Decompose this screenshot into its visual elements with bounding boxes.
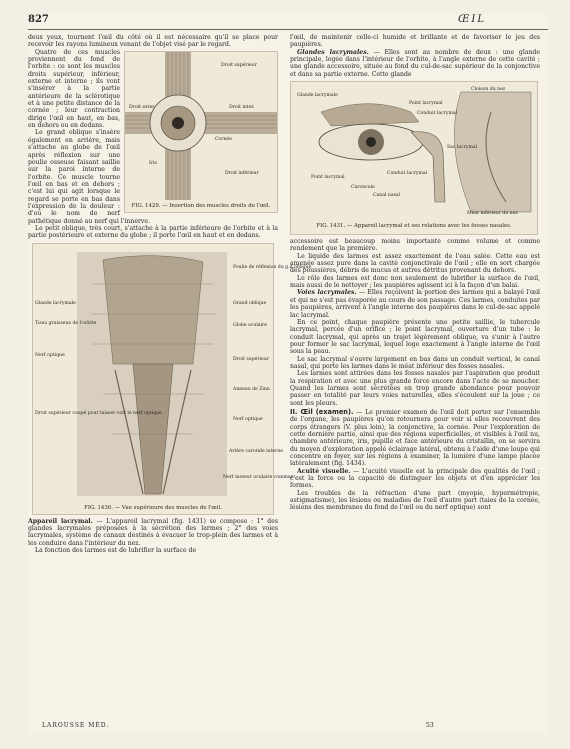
label-droit-superieur: Droit supérieur [221,62,257,68]
globe-shape [103,255,203,363]
right-paragraph-8: Le sac lacrymal s'ouvre largement en bas dans un conduit vertical, le canal nasal, qui porte les larmes dans le méat inférieur des fosses nasales. [290,355,540,370]
figure-1429 [124,51,278,213]
label-sac: Sac lacrymal [447,145,478,151]
label-glande: Glande lacrymale [297,93,338,99]
pupil-circle [172,117,184,129]
label-point-haut: Point lacrymal [409,101,443,107]
right-paragraph-6: — Elles reçoivent la portion des larmes qui a balayé l'œil et qui ne s'est pas évaporée au cours de son passage. Ces larmes, conduites par les paupières, arrivent à l'angle interne des paupières dans le cul-de-sac appelé lac lacrymal. [290,289,540,319]
page-number: 827 [28,14,49,25]
footer-publisher: LAROUSSE MÉD. [42,722,110,729]
glandes-lacrymales-heading: Glandes lacrymales. [297,48,369,56]
right-paragraph-4: Le liquide des larmes est assez exactement de l'eau salée. Cette eau est amenée assez pure dans la cavité conjonctivale de l'œil ; elle en sort chargée des poussières, débris de mucus et autres détritus provenant du dehors. [290,252,540,275]
left-paragraph-6: La fonction des larmes est de lubrifier la surface de [35,547,197,554]
label-globe-oculaire: Globe oculaire [233,322,267,328]
label-tissu-graisseux: Tissu graisseux de l'orbite [35,320,97,326]
oeil-examen-heading: II. Œil (examen). [290,407,354,416]
label-point-bas: Point lacrymal [311,175,345,181]
label-conduit-haut: Conduit lacrymal [417,111,458,117]
label-nerf-moteur: Nerf moteur oculaire commun [223,474,294,480]
left-paragraph-5: — L'appareil lacrymal (fig. 1431) se compose : 1° des glandes lacrymales préposées à la sécrétion des larmes ; 2° des voies lacrymales, système de canaux destinés à évacuer le trop-plein des larmes et à les conduire dans l'intérieur du nez. [28,517,279,547]
left-paragraph-2: Quatre de ces muscles proviennent du fond de l'orbite : ce sont les muscles droits supérieur, inférieur, externe et interne ; ils vont s'insérer à la partie antérieure de la sclérotique et à une petite distance de la cornée ; leur contraction dirige l'œil en haut, en bas, en dehors ou en dedans. [28,48,120,130]
appareil-lacrymal-heading: Appareil lacrymal. [28,517,93,525]
label-meat: Méat inférieur du nez [467,211,518,217]
label-anneau-zinn: Anneau de Zinn [233,386,270,392]
right-paragraph-5: Le rôle des larmes est donc non seulement de lubrifier la surface de l'œil, mais aussi de le nettoyer ; les paupières agissent ici à la façon d'un balai. [290,274,540,290]
acuite-visuelle-heading: Acuité visuelle. [297,467,351,475]
right-paragraph-3: accessoire est beaucoup moins importante comme volume et comme rendement que la première. [290,238,540,253]
label-glande-lacrymale: Glande lacrymale [35,300,76,306]
label-nerf-optique-left: Nerf optique [35,352,65,358]
figure-1429-caption: FIG. 1429. — Insertion des muscles droits de l'œil. [131,203,271,210]
label-droit-inferieur: Droit inférieur [225,170,259,176]
label-cornee: Cornée [215,136,232,142]
figure-1431 [290,81,538,235]
right-paragraph-10: — Le premier examen de l'œil doit porter sur l'ensemble de l'organe, les paupières qu'on retournera pour voir si elles recouvrent des corps étrangers (V. plus loin), la conjonctive, la cornée. Pour l'exploration de cette dernière partie, ainsi que des régions superficielles, et visibles à l'œil nu, chambre antérieure, iris, pupille et face antérieure du cristallin, on se servira du moyen d'exploration appelé éclairage latéral, obtenu à l'aide d'une loupe qui concentre en foyer, sur les régions à examiner, la lumière d'une lampe placée latéralement (fig. 1434). [290,408,541,468]
running-title: ŒIL [458,14,486,25]
page [28,14,548,734]
header-rule [28,29,548,30]
label-artere-carotide: Artère carotide interne [229,448,284,454]
label-cloison: Cloison du nez [471,87,506,93]
right-paragraph-1: l'œil, de maintenir celle-ci humide et brillante et de favoriser le jeu des paupières. [290,34,540,49]
left-paragraph-3: Le grand oblique s'insère également en arrière, mais s'attache au globe de l'œil après réflexion sur une poulie osseuse faisant saillie sur la paroi interne de l'orbite. Ce muscle tourne l'œil en bas et en dehors ; c'est lui qui agit lorsque le regard se porte en bas dans l'expression de la douleur : d'où le nom de nerf pathétique donné au nerf qui l'innerve. [28,129,150,225]
right-paragraph-11: — L'acuité visuelle est la principale des qualités de l'œil ; c'est la force ou la capacité de distinguer les objets et d'en apprécier les formes. [290,467,540,490]
running-header [28,14,548,28]
right-column [290,34,540,512]
label-nerf-optique-right: Nerf optique [233,416,263,422]
label-poulie: Poulie de réflexion du g.d oblique [233,264,312,270]
figure-1429-drawing [125,52,277,200]
figure-1430-drawing [33,244,312,502]
label-droit-inter: Droit inter. [229,104,255,110]
figure-1431-drawing [291,82,537,220]
label-caroncule: Caroncule [351,185,375,191]
footer-sheet-number: 53 [426,722,434,729]
right-paragraph-12: Les troubles de la réfraction d'une part (myopie, hypermétropie, astigmatisme), les lésions ou maladies de l'œil d'autre part (taies de la cornée, lésions des membranes du fond de l'œil ou du nerf optique) sont [290,489,540,512]
right-paragraph-7: En ce point, chaque paupière présente une petite saillie, le tubercule lacrymal, percée d'un orifice ; le point lacrymal, ouverture d'un tube : le conduit lacrymal, qui après un trajet légèrement oblique, va s'unir à l'autre pour former le sac lacrymal, lequel loge exactement à l'angle interne de l'œil sous la peau. [290,318,540,356]
right-paragraph-2: — Elles sont au nombre de deux : une glande principale, logée dans l'intérieur de l'orbite, à l'angle externe de cette cavité ; une glande accessoire, située au fond du cul-de-sac supérieur de la conjonctive et dans sa partie externe. Cette glande [290,48,540,78]
label-droit-exter: Droit exter. [129,104,156,110]
left-paragraph-4: Le petit oblique, très court, s'attache à la partie inférieure de l'orbite et à la partie postérieure et externe du globe ; il porte l'œil en haut et en dedans. [28,224,278,240]
label-conduit-bas: Conduit lacrymal [387,171,428,177]
figure-1431-caption: FIG. 1431. — Appareil lacrymal et ses relations avec les fosses nasales. [316,223,512,230]
page-footer [28,722,548,734]
right-paragraph-9: Les larmes sont attirées dans les fosses nasales par l'aspiration que produit la respiration et avec une plus grande force encore dans l'acte de se moucher. Quand les larmes sont sécrétées en trop grande abondance pour pouvoir passer en totalité par leurs voies naturelles, elles s'écoulent sur la joue ; ce sont les pleurs. [290,370,540,407]
left-column [28,34,312,554]
figure-1430 [32,243,312,515]
label-canal: Canal nasal [373,193,401,199]
label-grand-oblique: Grand oblique [233,300,267,306]
cloison-shape [454,92,531,212]
label-iris: Iris [149,160,157,166]
voies-lacrymales-heading: Voies lacrymales. [297,289,357,297]
label-droit-coupe: Droit supérieur coupé pour laisser voir le nerf optique [35,410,162,416]
left-paragraph-1: deux yeux, tournent l'œil du côté où il est nécessaire qu'il se place pour recevoir les rayons lumineux venant de l'objet visé par le regard. [28,34,278,49]
figure-1430-caption: FIG. 1430. — Vue supérieure des muscles de l'œil. [84,504,222,511]
label-droit-superieur-2: Droit supérieur [233,356,269,362]
